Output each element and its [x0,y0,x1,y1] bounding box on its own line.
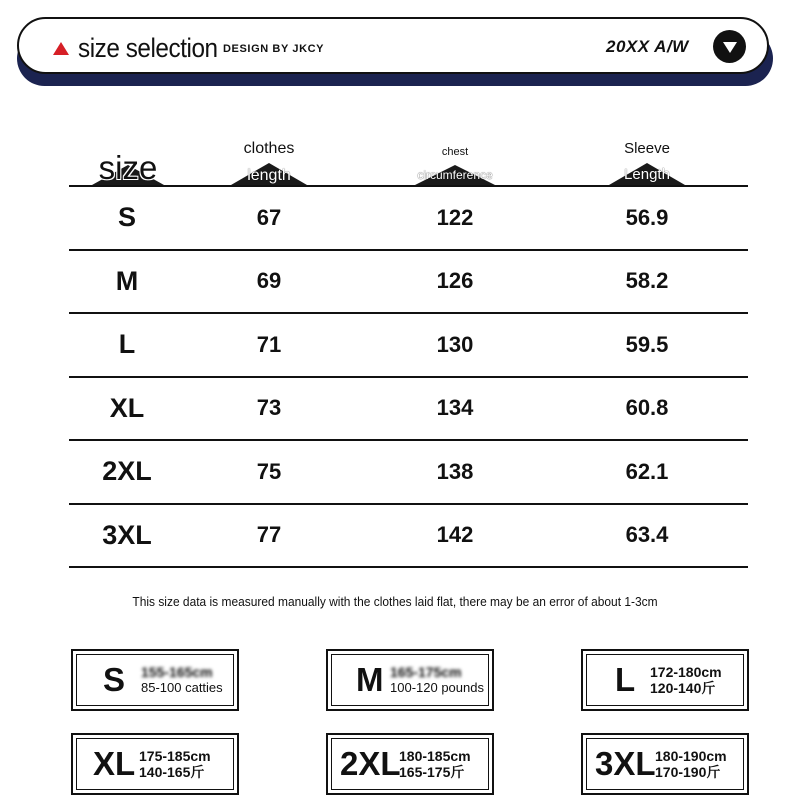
sleeve-cell: 60.8 [625,395,669,421]
rec-height: 155-165cm [141,664,213,680]
size-recommendation-l [581,649,749,711]
rec-height: 180-185cm [399,748,471,764]
chest-cell: 130 [436,331,474,357]
table-row [69,187,748,251]
rec-size-label: XL [93,745,136,782]
sleeve-cell: 59.5 [625,331,669,357]
header-clothes-top: clothes [243,140,295,157]
size-cell: 3XL [102,519,152,550]
header-sleeve-bottom: Length [624,166,670,183]
dropdown-button[interactable] [713,30,746,63]
rec-height: 172-180cm [650,664,722,680]
size-cell: M [115,265,139,296]
rec-text [399,748,471,780]
rec-height: 180-190cm [655,748,727,764]
length-cell: 71 [256,331,282,357]
rec-weight: 85-100 catties [141,680,223,695]
table-row [69,441,748,505]
length-cell: 69 [256,268,282,294]
chest-cell: 138 [436,458,474,484]
size-cell: 2XL [102,456,152,487]
chest-cell: 142 [436,522,474,548]
length-cell: 73 [256,395,282,421]
rec-weight: 170-190斤 [655,764,721,780]
table-row [69,378,748,442]
table-row [69,251,748,315]
size-recommendation-3xl [581,733,749,795]
rec-weight: 165-175斤 [399,764,465,780]
rec-height: 165-175cm [390,664,462,680]
sleeve-cell: 62.1 [625,458,669,484]
rec-text [650,664,722,696]
rec-size-label: L [615,661,636,698]
header-size-label: size [98,149,158,186]
sleeve-cell: 58.2 [625,268,669,294]
header-chest-bottom: circumference [417,168,493,182]
rec-size-label: 2XL [340,745,401,782]
measurement-note: This size data is measured manually with the clothes laid flat, there may be an error of about 1-3cm [132,594,658,609]
rec-weight: 120-140斤 [650,680,716,696]
rec-text [139,748,211,780]
header-chest-top: chest [441,146,469,158]
size-cell: XL [109,392,145,423]
season-label: 20XX A/W [606,37,689,56]
rec-text [141,664,223,696]
header-clothes-length [209,130,329,185]
size-recommendation-m [326,649,494,711]
page-title: size selection [78,33,218,63]
rec-size-label: S [103,661,126,698]
table-header [69,130,748,187]
design-credit: DESIGN BY JKCY [223,43,325,55]
table-row [69,314,748,378]
length-cell: 77 [256,522,282,548]
table-row [69,505,748,569]
rec-size-label: 3XL [595,745,656,782]
header-chest [395,130,515,185]
header-clothes-bottom: length [247,167,291,184]
rec-size-label: M [356,661,384,698]
chest-cell: 126 [436,268,474,294]
chest-cell: 122 [436,204,474,230]
size-recommendation-s [71,649,239,711]
size-table [69,130,748,568]
length-cell: 67 [256,204,282,230]
header-sleeve-top: Sleeve [624,140,670,157]
rec-weight: 100-120 pounds [390,680,484,695]
rec-height: 175-185cm [139,748,211,764]
size-recommendation-2xl [326,733,494,795]
sleeve-cell: 63.4 [625,522,669,548]
chest-cell: 134 [436,395,474,421]
length-cell: 75 [256,458,282,484]
red-triangle-icon [53,42,69,55]
size-cell: L [118,329,136,360]
header-size [69,130,187,185]
sleeve-cell: 56.9 [625,204,669,230]
rec-weight: 140-165斤 [139,764,205,780]
header-sleeve [587,130,707,185]
size-recommendation-xl [71,733,239,795]
size-cell: S [117,202,136,233]
rec-text [655,748,727,780]
rec-text [390,664,484,696]
